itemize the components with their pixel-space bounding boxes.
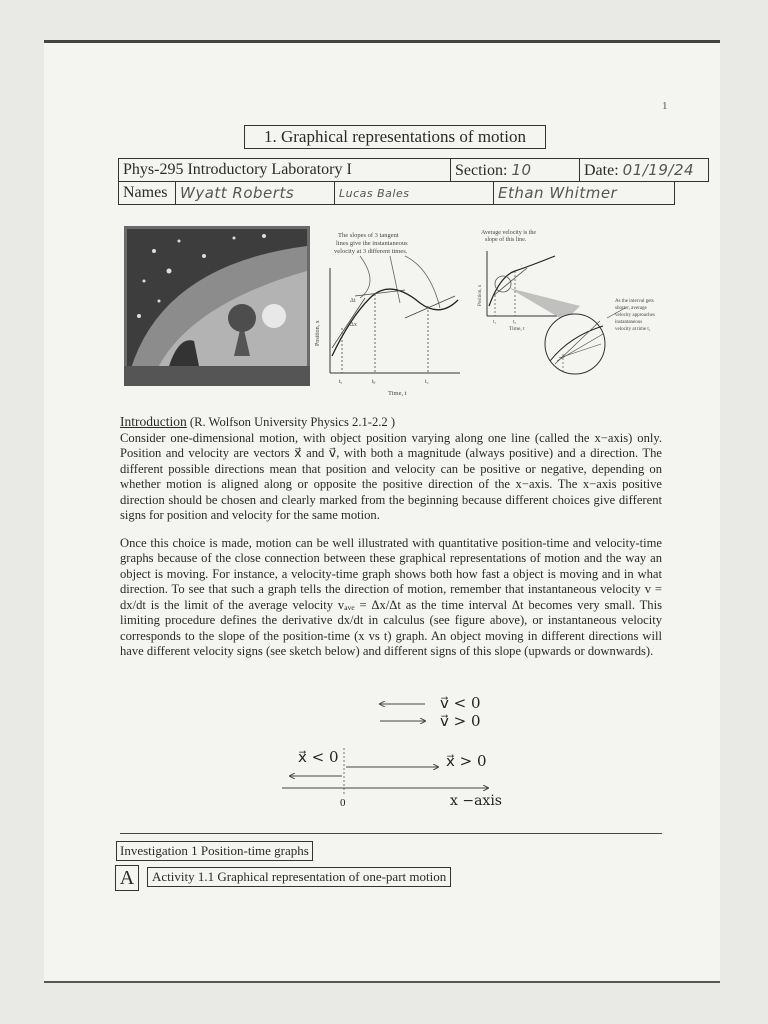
page-title: 1. Graphical representations of motion [244,125,546,149]
intro-heading-line [120,414,662,431]
investigation-title: Investigation 1 Position-time graphs [120,843,309,858]
origin-label: 0 [340,797,346,809]
graph2-caption-line2: slope of this line. [485,237,527,243]
graph2-caption-line1: Average velocity is the [481,230,537,236]
graph2-xlabel: Time, t [509,326,525,332]
date-value: 01/19/24 [622,160,695,179]
v-positive-label: v⃗ > 0 [440,712,481,730]
activity-title: Activity 1.1 Graphical representation of one-part motion [152,869,447,884]
name-cell-3 [494,182,675,205]
intro-source: (R. Wolfson University Physics 2.1-2.2 ) [186,415,396,429]
student-name-1: Wyatt Roberts [180,183,295,202]
graph1-xlabel: Time, t [388,390,407,397]
graph1-caption-line3: velocity at 3 different times. [334,248,408,255]
graph2-t2: t₂ [513,320,517,325]
graph2-t1: t₁ [493,320,497,325]
graph1-tick-b: tᵦ [372,379,376,385]
intro-paragraph-2: Once this choice is made, motion can be well illustrated with quantitative position-time and velocity-time graphs because of the close connection between these graphical representations of motion and the way an object is moving. For instance, a velocity-time graph shows both how fast a object is moving and in what direction. To see that such a graph tells the direction of motion, remember that instantaneous velocity v = dx/dt is the limit of the average velocity vₐᵥₑ = Δx/Δt as the time interval Δt becomes very small. This limiting procedure defines the derivative dx/dt in calculus (see figure above), or instantaneous velocity corresponds to the slope of the position-time (x vs t) graph. An object moving in different directions will have different velocity signs (see sketch below) and different signs of this slope (upwards or downwards). [120,535,662,658]
intro-heading: Introduction [120,414,187,429]
header-table [118,158,709,182]
intro-section [120,414,662,660]
graph2-zoom-caption-4: instantaneous [615,320,643,325]
x-negative-label: x⃗ < 0 [298,748,339,766]
intro-paragraph-1: Consider one-dimensional motion, with object position varying along one line (called the x−axis) only. Position and velocity are vectors x⃗ and v⃗, with both a magnitude (always positive) and a direction. The different possible directions mean that position and velocity can be positive or negative, depending on whether motion is aligned along or opposite the positive direction of the x−axis. The x−axis positive direction should be chosen and clearly marked from the beginning because different choices give different signs for position and velocity for the same motion. [120,430,662,522]
date-label: Date: [584,161,619,179]
section-value: 10 [511,160,532,179]
course-cell [119,159,451,182]
names-label: Names [123,184,168,201]
student-name-2: Lucas Bales [339,187,410,200]
graph2-zoom-caption-5: velocity at time t₁ [615,327,651,332]
graph1-ylabel: Position, x [315,320,321,346]
name-cell-2 [335,182,494,205]
part-letter-box [115,865,139,891]
student-name-3: Ethan Whitmer [498,183,618,202]
graph1-tick-a: tₐ [339,379,343,385]
direction-sketch [270,690,530,815]
graph1-dx-label: Δx [350,322,357,328]
section-label: Section: [455,161,508,179]
part-letter: A [119,867,135,889]
name-cell-1 [176,182,335,205]
page-number: 1 [662,100,668,112]
position-time-graph-tangents [310,228,470,400]
graph1-tick-c: t꜀ [425,379,429,385]
course-name: Phys-295 Introductory Laboratory I [123,161,352,178]
date-cell [580,159,709,182]
graph1-dt-label: Δt [350,298,356,304]
investigation-heading [116,841,313,861]
page-bottom-edge [44,981,720,983]
graph2-zoom-caption-3: velocity approaches [615,313,655,318]
section-divider [120,833,662,834]
x-axis-label: x −axis [450,793,502,809]
graph2-zoom-caption-1: As the interval gets [615,299,654,304]
x-positive-label: x⃗ > 0 [446,752,487,770]
v-negative-label: v⃗ < 0 [440,694,481,712]
activity-heading [147,867,451,887]
graph2-zoom-caption-2: shorter, average [615,306,647,311]
average-velocity-graph [475,226,675,386]
flammarion-engraving [124,226,310,386]
names-label-cell [119,182,176,205]
graph1-caption-line1: The slopes of 3 tangent [338,232,399,239]
graph1-caption-line2: lines give the instantaneous [336,240,408,247]
section-cell [451,159,580,182]
graph2-ylabel: Position, x [478,284,483,306]
names-table [118,181,675,205]
page-top-edge [44,40,720,43]
